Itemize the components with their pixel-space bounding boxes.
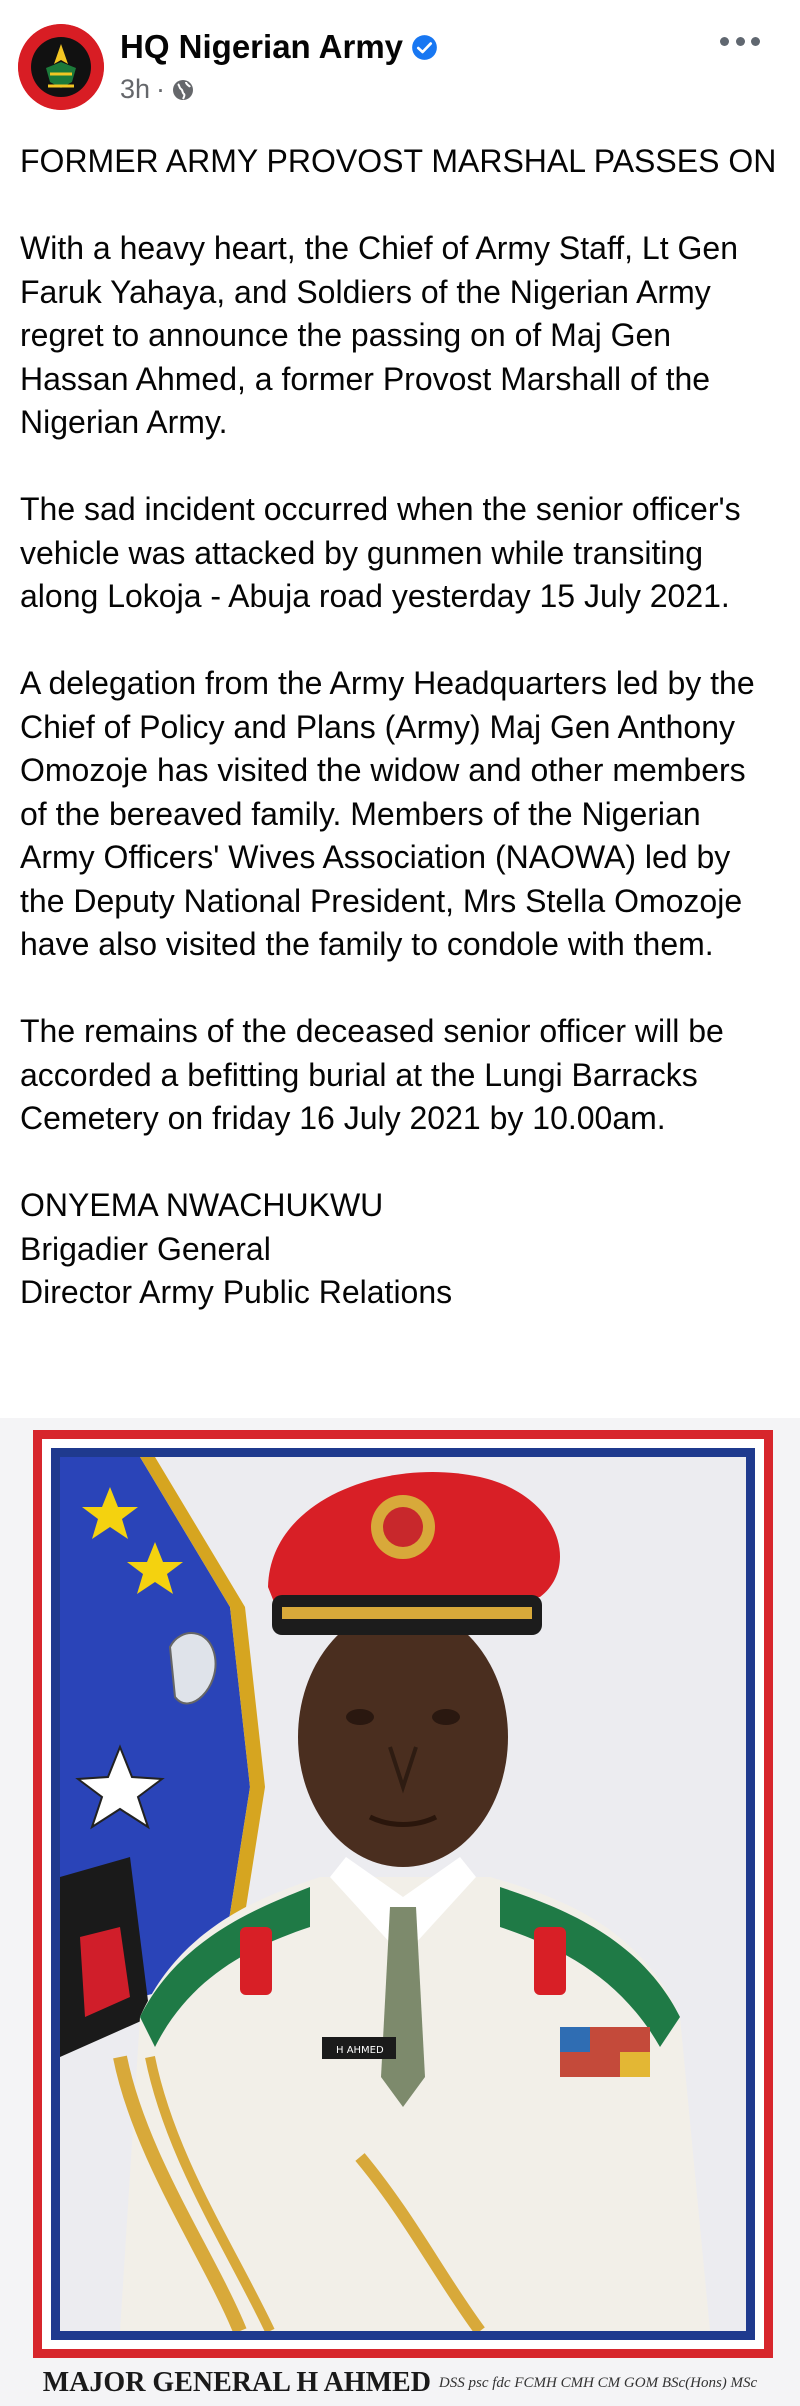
page-name-row xyxy=(120,28,438,66)
post-header xyxy=(0,0,800,140)
page-name-link[interactable]: HQ Nigerian Army xyxy=(120,28,404,65)
officer-portrait xyxy=(60,1457,746,2331)
signature-rank: Brigadier General xyxy=(20,1230,271,1267)
post-paragraph: The remains of the deceased senior officer will be accorded a befitting burial at the Lungi Barracks Cemetery on friday 16 July 2021 by 10.00am. xyxy=(20,1013,724,1136)
post-headline: FORMER ARMY PROVOST MARSHAL PASSES ON xyxy=(20,143,777,179)
more-dot xyxy=(720,37,729,46)
more-options-icon[interactable] xyxy=(720,34,760,48)
post-signature xyxy=(20,1184,780,1315)
meta-separator: · xyxy=(156,74,166,104)
name-tag: H AHMED xyxy=(336,2045,384,2056)
caption-name: MAJOR GENERAL H AHMED xyxy=(42,2367,431,2398)
army-crest-icon xyxy=(18,24,104,110)
post-paragraph: The sad incident occurred when the senior officer's vehicle was attacked by gunmen while transiting along Lokoja - Abuja road yesterday 15 July 2021. xyxy=(20,491,741,614)
page-avatar[interactable] xyxy=(18,24,104,110)
more-dot xyxy=(751,37,760,46)
post-timestamp[interactable]: 3h xyxy=(120,74,151,104)
signature-name: ONYEMA NWACHUKWU xyxy=(20,1187,384,1223)
post-meta xyxy=(120,74,195,105)
post-paragraph: With a heavy heart, the Chief of Army Staff, Lt Gen Faruk Yahaya, and Soldiers of the Nigerian Army regret to announce the passing on of Maj Gen Hassan Ahmed, a former Provost Marshall of the Nigerian Army. xyxy=(20,230,738,440)
globe-icon[interactable] xyxy=(171,78,195,102)
post-paragraph: A delegation from the Army Headquarters led by the Chief of Policy and Plans (Army) Maj Gen Anthony Omozoje has visited the widow and other members of the bereaved family. Members of the Nigerian Army Officers' Wives Association (NAOWA) led by the Deputy National President, Mrs Stella Omozoje have also visited the family to condole with them. xyxy=(20,665,755,962)
photo-caption xyxy=(0,2360,800,2406)
more-dot xyxy=(736,37,745,46)
verified-badge-icon xyxy=(411,34,438,61)
caption-titles: DSS psc fdc FCMH CMH CM GOM BSc(Hons) MSc xyxy=(438,2374,758,2391)
post-text xyxy=(0,140,800,1315)
post-photo[interactable] xyxy=(0,1418,800,2406)
photo-frame-blue xyxy=(51,1448,755,2340)
signature-role: Director Army Public Relations xyxy=(20,1274,453,1310)
